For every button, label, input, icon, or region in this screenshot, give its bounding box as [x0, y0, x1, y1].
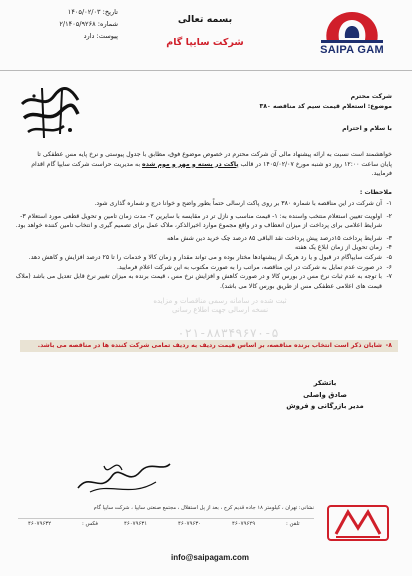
bismillah-heading: بسمه تعالی [177, 14, 233, 25]
note-number: ۱- [386, 200, 392, 207]
note-number: ۵- [386, 253, 392, 261]
fax-label: فکس : [82, 521, 98, 527]
watermark-line: نسخه ارسالی جهت اطلاع رسانی [171, 306, 269, 314]
note-text: زمان تحویل از زمان ابلاغ یک هفته [295, 244, 382, 252]
note-item [12, 199, 392, 209]
note-number: ۳- [386, 234, 392, 242]
note-text: شرایط پرداخت ۱۵درصد پیش پرداخت نقد الباقی ۸۵ درصد چک خرید دین شش ماهه [167, 234, 382, 242]
intro-paragraph [12, 150, 392, 179]
note-number: ۸- [385, 342, 392, 349]
note-item [12, 272, 392, 291]
closing: باتشکر [313, 379, 337, 387]
phone-number: ۴۶۰۷۹۶۳۰ [178, 521, 202, 527]
intro-line-1: خواهشمند است نسبت به ارائه پیشنهاد مالی آن شرکت محترم در خصوص موضوع فوق، مطابق با جدول پیوستی و نرخ پایه مس عطفکی تا [37, 151, 392, 158]
footer-address: نشانی: تهران ، کیلومتر ۱۸ جاده قدیم کرج ، بعد از پل استقلال ، مجتمع صنعتی سایپا ، شرکت سایپا گام [93, 505, 314, 511]
fax-number: ۴۶۰۷۹۶۳۲ [28, 521, 52, 527]
phone-label: تلفن : [286, 521, 300, 527]
note-text: شرکت سایپاگام در قبول و یا رد هریک از پیشنهادها مختار بوده و می تواند مقدار و زمان کالا و خدمات را تا ۲۵ درصد افزایش و کاهش دهد. [28, 253, 382, 261]
footer-email: info@saipagam.com [170, 553, 250, 562]
note-text: آن شرکت در این مناقصه با شماره ۳۸۰ بر روی پاکت ارسالی حتماً بطور واضح و خوانا درج و شماره گذاری شود. [94, 200, 382, 207]
watermark-phone: ۰۲۱-۸۸۳۴۹۶۷۰-۵ [177, 326, 279, 340]
note-item [12, 234, 392, 244]
note-text: در صورت عدم تمایل به شرکت در این مناقصه، مراتب را به صورت مکتوب به این شرکت اعلام فرمایید. [116, 263, 382, 271]
note-text: با توجه به عدم ثبات نرخ مس در بورس کالا و در صورت کاهش و افزایش نرخ مس ، قیمت برنده به میزان تغییر نرخ قابل تعدیل می باشد (ملاک قیمت های اعلامی عطفکی مس از طریق بورس کالا می باشد). [15, 273, 382, 290]
note-text: اولویت تعیین استعلام منتخب واسنده به: ۱- قیمت مناسب و نازل تر در مقایسه با سایرین ۲- مدت زمان تامین و تحویل قطعی مورد استعلام ۳- شرایط اعلامی برای پرداخت از میزان انعطاف و در واقع مجموع موارد اخیرالذکر، ملاک عمل برای تصمیم گیری و انتخاب تامین کننده خواهد بود. [15, 212, 382, 230]
note-item [12, 212, 392, 231]
letter-attachment: پیوست: دارد [83, 32, 118, 40]
intro-line-2 [12, 160, 392, 170]
note-number: ۲- [386, 212, 392, 220]
signer-name: صادق واصلی [303, 390, 347, 399]
saipa-group-logo [318, 500, 398, 546]
note-number: ۴- [386, 244, 392, 252]
sealed-envelope-phrase: پاکت در بسته و مهر و موم شده [142, 160, 239, 168]
winner-selection-note: شایان ذکر است انتخاب برنده مناقصه، بر اساس قیمت ردیف به ردیف تمامی شرکت کننده ها در مناقصه می باشد. [37, 342, 382, 349]
watermark-line: ثبت شده در سامانه رسمی مناقصات و مزایده [153, 297, 287, 305]
letter-subject: موضوع: استعلام قیمت سیم کد مناقصه ۳۸۰ [259, 103, 392, 110]
note-item [12, 253, 392, 263]
header-divider [0, 70, 412, 71]
logo-wordmark: SAIPA GAM [320, 44, 384, 56]
notes-list [12, 199, 392, 291]
signature-block [270, 378, 380, 413]
notes-title: ملاحظات : [359, 189, 392, 196]
intro-line-3: فرمایید. [371, 170, 392, 178]
addressee: شرکت محترم [350, 93, 392, 100]
company-name: شرکت سایپا گام [166, 37, 244, 48]
registration-watermark [120, 297, 320, 315]
letter-date: تاریخ: ۱۴۰۵/۰۲/۰۳ [67, 8, 118, 16]
handwritten-signature [70, 442, 180, 502]
note-number: ۷- [386, 273, 392, 281]
intro-line-2-post: به مدیریت حراست شرکت سایپا گام اقدام [31, 160, 143, 168]
intro-line-2-pre: پایان ساعت ۱۲:۰۰ روز دو شنبه مورخ ۱۴۰۵/۰۲/۰۷ در قالب [238, 160, 392, 168]
note-item [12, 243, 392, 253]
note-item-highlighted [12, 341, 392, 351]
footer-divider [18, 518, 314, 519]
signer-title: مدیر بازرگانی و فروش [286, 402, 364, 410]
phone-number: ۴۶۰۷۹۶۳۱ [124, 521, 148, 527]
greeting: با سلام و احترام [342, 125, 392, 132]
note-item [12, 263, 392, 273]
phone-number: ۴۶۰۷۹۶۲۹ [232, 521, 256, 527]
letter-number: شماره: ۲/۱۴۰۵/۹۲۶۸ [59, 20, 118, 28]
note-number: ۶- [386, 263, 392, 271]
